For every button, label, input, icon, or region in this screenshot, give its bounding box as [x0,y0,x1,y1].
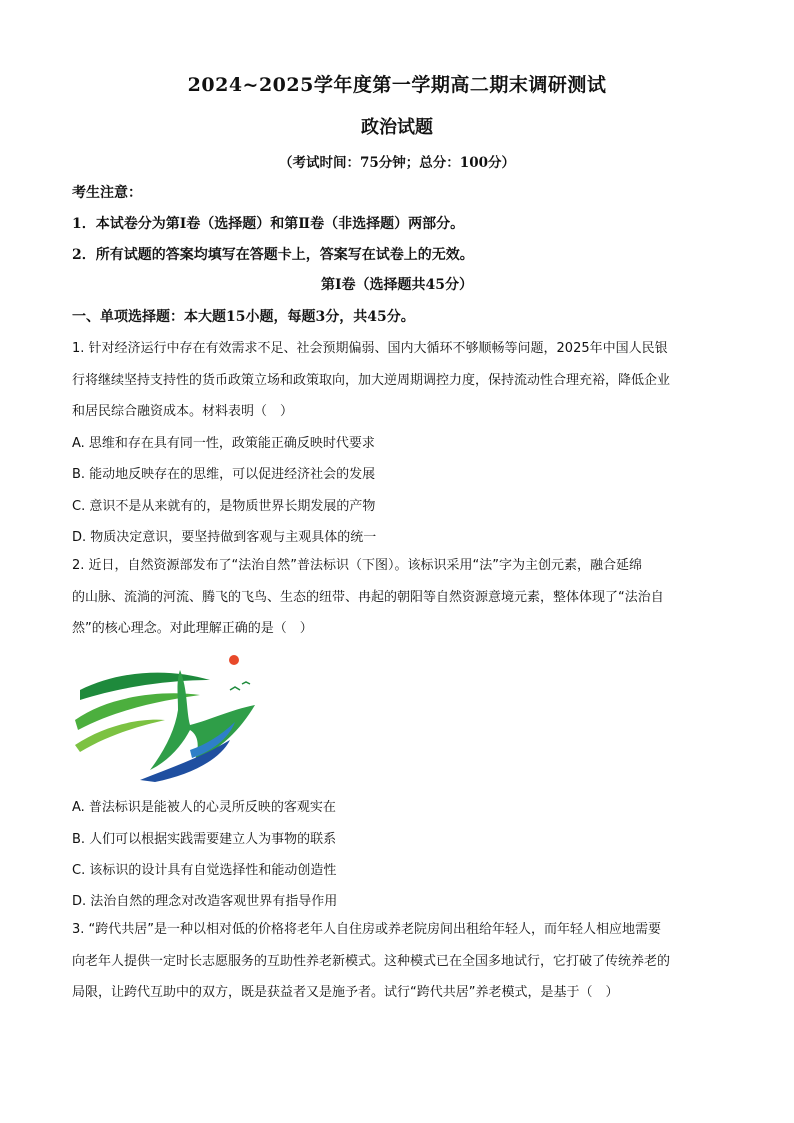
stem-line: 行将继续坚持支持性的货币政策立场和政策取向，加大逆周期调控力度，保持流动性合理充裕，降低企业 [72,372,671,388]
question-2-option-d[interactable]: D. 法治自然的理念对改造客观世界有指导作用 [72,894,338,909]
exam-title: 2024~2025学年度第一学期高二期末调研测试 [187,74,607,96]
question-2-option-a[interactable]: A. 普法标识是能被人的心灵所反映的客观实在 [72,800,336,815]
stem-line: 的山脉、流淌的河流、腾飞的飞鸟、生态的纽带、冉起的朝阳等自然资源意境元素，整体体现了“法治自 [72,589,664,605]
stem-line: 和居民综合融资成本。材料表明（ ） [72,404,294,419]
notice-item: 1．本试卷分为第Ⅰ卷（选择题）和第Ⅱ卷（非选择题）两部分。 [72,216,465,232]
stem-line: 向老年人提供一定时长志愿服务的互助性养老新模式。这种模式已在全国多地试行，它打破了传统养老的 [72,953,671,969]
section-heading: 一、单项选择题：本大题15小题，每题3分，共45分。 [72,309,415,325]
fazhi-ziran-logo-icon [70,650,270,785]
stem-line: 1. 针对经济运行中存在有效需求不足、社会预期偏弱、国内大循环不够顺畅等问题，2025年中国人民银 [72,341,668,356]
question-3-stem [72,914,722,1009]
stem-line: 然”的核心理念。对此理解正确的是（ ） [72,621,313,636]
exam-info: （考试时间：75分钟；总分：100分） [279,155,515,171]
notice-item: 2．所有试题的答案均填写在答题卡上，答案写在试卷上的无效。 [72,247,474,263]
part-heading: 第Ⅰ卷（选择题共45分） [320,277,474,293]
question-1-option-c[interactable]: C. 意识不是从来就有的，是物质世界长期发展的产物 [72,499,376,514]
question-2-option-b[interactable]: B. 人们可以根据实践需要建立人为事物的联系 [72,832,337,847]
question-1-option-a[interactable]: A. 思维和存在具有同一性，政策能正确反映时代要求 [72,436,375,451]
question-1-stem [72,333,722,428]
question-2-option-c[interactable]: C. 该标识的设计具有自觉选择性和能动创造性 [72,863,337,878]
notice-heading: 考生注意： [72,185,142,201]
stem-line: 2. 近日，自然资源部发布了“法治自然”普法标识（下图）。该标识采用“法”字为主创元素，融合延绵 [72,558,642,573]
question-1-option-b[interactable]: B. 能动地反映存在的思维，可以促进经济社会的发展 [72,467,376,482]
stem-line: 局限，让跨代互助中的双方，既是获益者又是施予者。试行“跨代共居”养老模式，是基于（ ） [72,985,619,1000]
subject-title: 政治试题 [361,117,433,138]
question-2-stem [72,550,722,645]
question-1-option-d[interactable]: D. 物质决定意识，要坚持做到客观与主观具体的统一 [72,530,377,545]
stem-line: 3. “跨代共居”是一种以相对低的价格将老年人自住房或养老院房间出租给年轻人，而年轻人相应地需要 [72,922,662,937]
